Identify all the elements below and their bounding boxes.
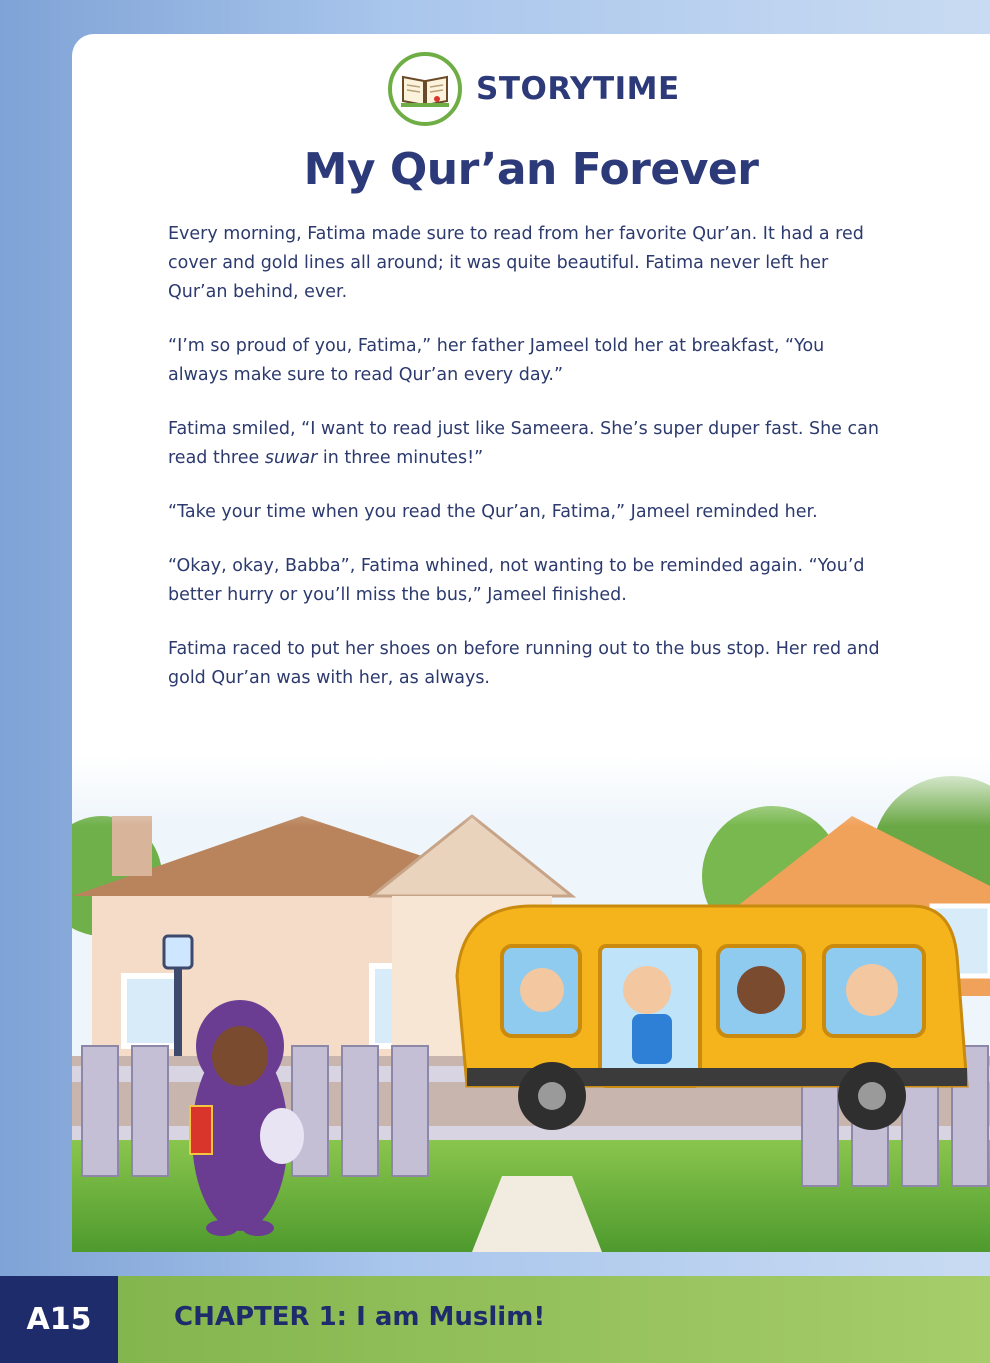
story-paragraph: Every morning, Fatima made sure to read from her favorite Qur’an. It had a red cover and gold lines all around; it was quite beautiful. Fatima never left her Qur’an behind, ever. bbox=[168, 224, 864, 302]
section-header bbox=[388, 52, 680, 126]
open-book-icon bbox=[388, 52, 462, 126]
story-paragraph: “Take your time when you read the Qur’an, Fatima,” Jameel reminded her. bbox=[168, 502, 818, 522]
story-paragraph: Fatima raced to put her shoes on before running out to the bus stop. Her red and gold Qur’an was with her, as always. bbox=[168, 639, 880, 688]
story-paragraph: “Okay, okay, Babba”, Fatima whined, not wanting to be reminded again. “You’d better hurry or you’ll miss the bus,” Jameel finished. bbox=[168, 556, 865, 605]
bus-stop-illustration bbox=[72, 756, 990, 1252]
story-paragraph: “I’m so proud of you, Fatima,” her father Jameel told her at breakfast, “You always make sure to read Qur’an every day.” bbox=[168, 336, 825, 385]
italic-word: suwar bbox=[264, 448, 318, 468]
story-card bbox=[72, 34, 990, 1252]
page-number: A15 bbox=[26, 1302, 92, 1337]
story-body bbox=[168, 220, 888, 718]
story-paragraph: Fatima smiled, “I want to read just like Sameera. She’s super duper fast. She can read three suwar in three minutes!” bbox=[168, 419, 879, 468]
chapter-title: CHAPTER 1: I am Muslim! bbox=[174, 1302, 546, 1332]
story-title: My Qur’an Forever bbox=[303, 144, 759, 195]
section-label: STORYTIME bbox=[476, 71, 680, 107]
page-number-box bbox=[0, 1276, 118, 1363]
